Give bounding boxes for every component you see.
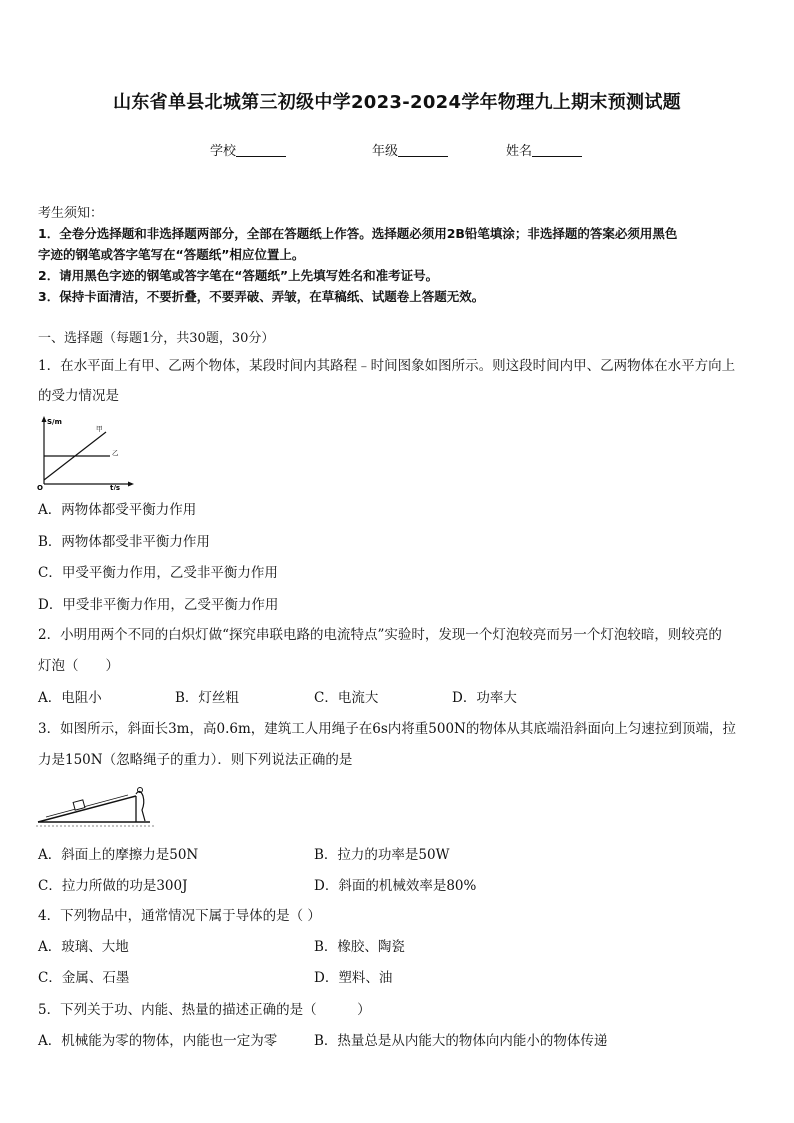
incline-surface — [38, 796, 136, 822]
question-1-text-cont: 的受力情况是 — [38, 388, 119, 404]
q5-option-a: A．机械能为零的物体，内能也一定为零 — [38, 1033, 278, 1049]
graph-label-yi: 乙 — [112, 449, 119, 457]
page-title: 山东省单县北城第三初级中学2023-2024学年物理九上期末预测试题 — [113, 92, 681, 113]
question-2-text-cont: 灯泡（ ） — [38, 658, 119, 674]
section-heading: 一、选择题（每题1分，共30题，30分） — [38, 331, 275, 346]
graph-origin: O — [37, 484, 43, 490]
distance-time-graph — [36, 414, 136, 490]
q2-option-b: B．灯丝粗 — [175, 690, 239, 706]
grade-blank — [398, 144, 448, 157]
graph-y-arrow — [42, 416, 47, 422]
q2-option-c: C．电流大 — [314, 690, 379, 706]
q1-option-d: D．甲受非平衡力作用，乙受平衡力作用 — [38, 597, 279, 613]
name-blank — [532, 144, 582, 157]
q4-option-a: A．玻璃、大地 — [38, 939, 129, 955]
q2-option-d: D．功率大 — [452, 690, 517, 706]
question-3-text: 3．如图所示，斜面长3m，高0.6m，建筑工人用绳子在6s内将重500N的物体从其底端沿斜面向上匀速拉到顶端，拉 — [38, 721, 736, 737]
q1-option-a: A．两物体都受平衡力作用 — [38, 502, 197, 518]
q3-option-d: D．斜面的机械效率是80% — [314, 878, 477, 894]
q1-option-b: B．两物体都受非平衡力作用 — [38, 534, 210, 550]
incline-figure — [36, 782, 156, 828]
notice-heading: 考生须知： — [38, 206, 104, 221]
block-on-incline — [73, 800, 85, 810]
grade-field — [372, 140, 448, 159]
q4-option-d: D．塑料、油 — [314, 970, 393, 986]
rope-line — [46, 795, 128, 817]
q3-option-a: A．斜面上的摩擦力是50N — [38, 847, 199, 863]
graph-xlabel: t/s — [110, 484, 121, 490]
q2-option-a: A．电阻小 — [38, 690, 102, 706]
q1-option-c: C．甲受平衡力作用，乙受非平衡力作用 — [38, 565, 278, 581]
notice-line: 1．全卷分选择题和非选择题两部分，全部在答题纸上作答。选择题必须用2B铅笔填涂；非选择题的答案必须用黑色 — [38, 226, 678, 241]
q3-option-b: B．拉力的功率是50W — [314, 847, 450, 863]
question-5-text: 5．下列关于功、内能、热量的描述正确的是（ ） — [38, 1002, 371, 1018]
graph-ylabel: S/m — [47, 418, 62, 426]
question-4-text: 4．下列物品中，通常情况下属于导体的是（ ） — [38, 908, 321, 924]
notice-line: 2．请用黑色字迹的钢笔或答字笔在“答题纸”上先填写姓名和准考证号。 — [38, 268, 439, 283]
q4-option-c: C．金属、石墨 — [38, 970, 130, 986]
notice-line: 3．保持卡面清洁，不要折叠，不要弄破、弄皱，在草稿纸、试题卷上答题无效。 — [38, 289, 485, 304]
school-label: 学校 — [210, 144, 237, 159]
q4-option-b: B．橡胶、陶瓷 — [314, 939, 405, 955]
worker-figure — [136, 791, 145, 821]
notice-line: 字迹的钢笔或答字笔写在“答题纸”相应位置上。 — [38, 247, 305, 262]
school-field — [210, 140, 286, 159]
school-blank — [236, 144, 286, 157]
q3-option-c: C．拉力所做的功是300J — [38, 878, 188, 894]
grade-label: 年级 — [372, 144, 399, 159]
question-3-text-cont: 力是150N（忽略绳子的重力）．则下列说法正确的是 — [38, 752, 353, 768]
question-1-text: 1．在水平面上有甲、乙两个物体，某段时间内其路程﹣时间图象如图所示。则这段时间内甲、乙两物体在水平方向上 — [38, 358, 736, 374]
question-2-text: 2．小明用两个不同的白炽灯做“探究串联电路的电流特点”实验时，发现一个灯泡较亮而另一个灯泡较暗，则较亮的 — [38, 627, 722, 643]
q5-option-b: B．热量总是从内能大的物体向内能小的物体传递 — [314, 1033, 608, 1049]
graph-x-arrow — [128, 482, 134, 487]
graph-label-jia: 甲 — [96, 425, 103, 433]
name-label: 姓名 — [506, 144, 533, 159]
name-field — [506, 140, 582, 159]
